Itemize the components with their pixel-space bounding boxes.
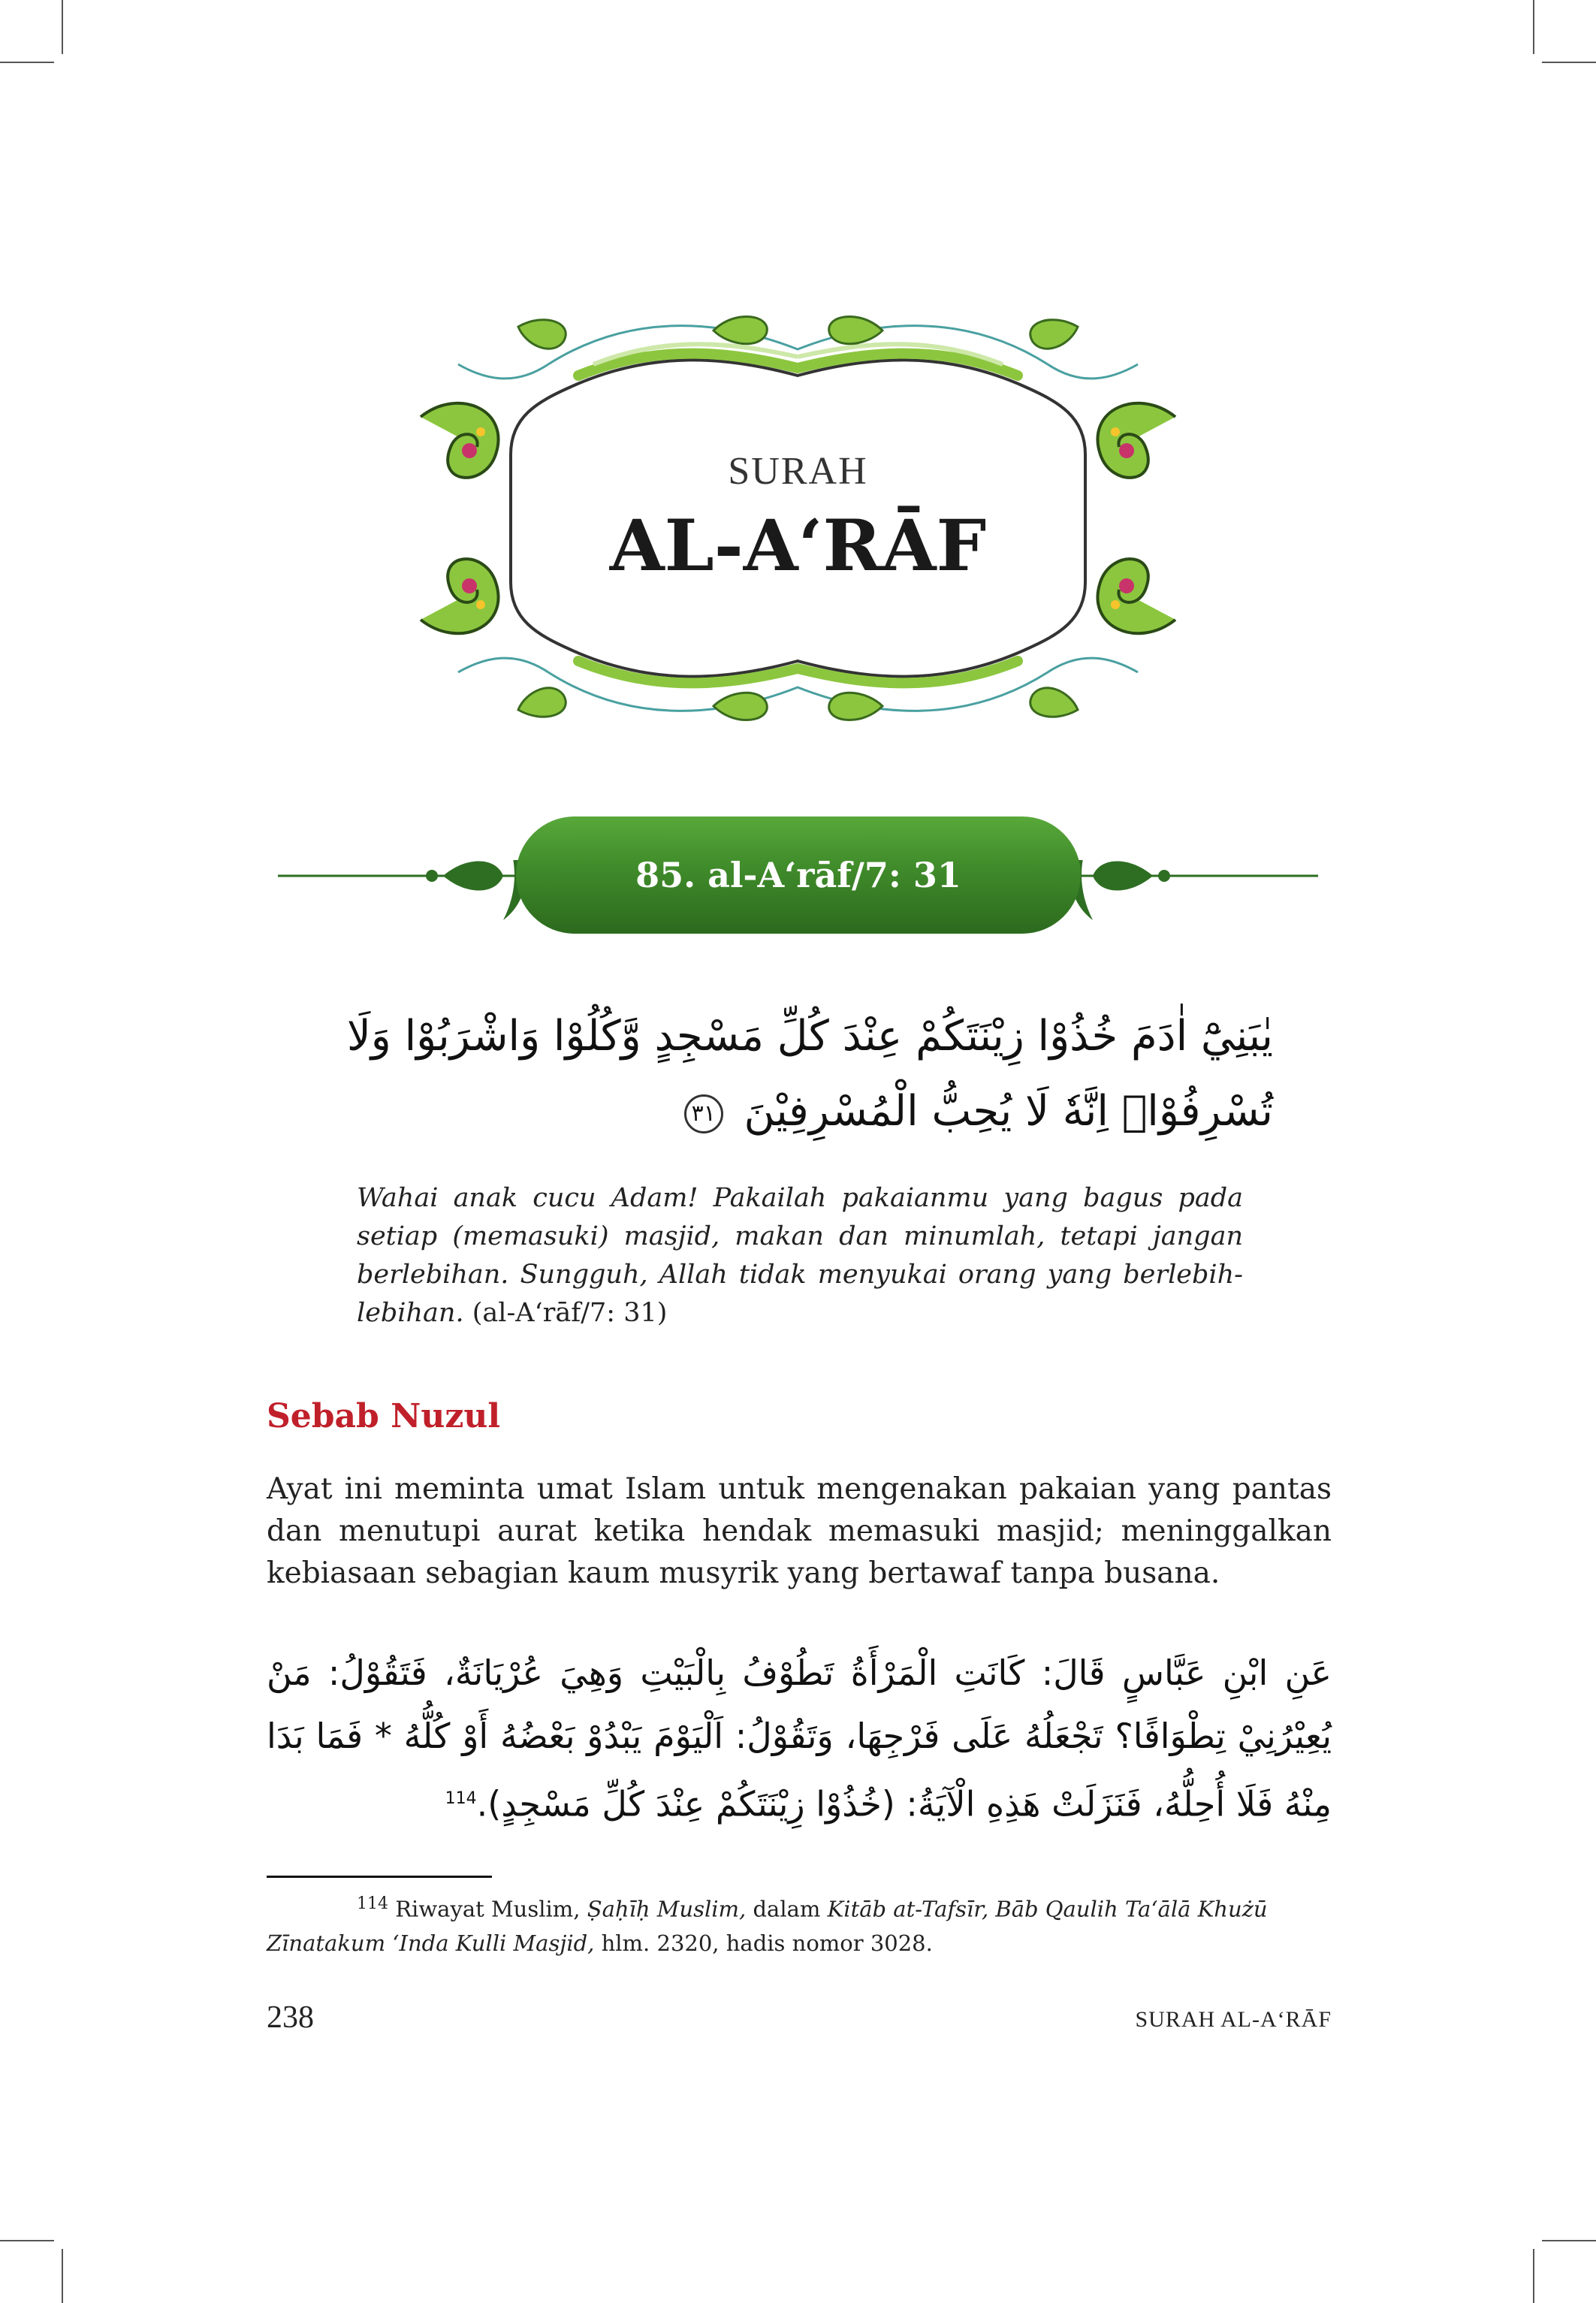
crop-mark	[1542, 2240, 1596, 2241]
crop-mark	[0, 2240, 54, 2241]
body-paragraph: Ayat ini meminta umat Islam untuk mengenakan pakaian yang pantas dan menutupi aurat ketika hendak memasuki masjid; meninggalkan kebiasaan sebagian kaum musyrik yang bertawaf tanpa busana.	[267, 1472, 1332, 1590]
ayah-arabic	[323, 999, 1273, 1149]
crop-mark	[62, 0, 63, 54]
ayah-arabic-text: يٰبَنِيْٓ اٰدَمَ خُذُوْا زِيْنَتَكُمْ عِنْدَ كُلِّ مَسْجِدٍ وَّكُلُوْا وَاشْرَبُوْا وَلَا تُسْرِفُوْاۚ اِنَّهٗ لَا يُحِبُّ الْمُسْرِفِيْنَ	[346, 1012, 1273, 1136]
footnote-tail: hlm. 2320, hadis nomor 3028.	[601, 1930, 933, 1956]
verse-reference: 85. al-A‘rāf/7: 31	[635, 855, 961, 895]
surah-label: SURAH	[728, 450, 868, 493]
ayah-number-marker: ٣١	[684, 1094, 723, 1133]
surah-title: AL-A‘RĀF	[609, 505, 987, 587]
footnote	[267, 1887, 1332, 1960]
footnote-rule	[267, 1876, 492, 1878]
section-heading: Sebab Nuzul	[267, 1397, 501, 1435]
crop-mark	[1533, 0, 1534, 54]
hadith-arabic-text: عَنِ ابْنِ عَبَّاسٍ قَالَ: كَانَتِ الْمَرْأَةُ تَطُوْفُ بِالْبَيْتِ وَهِيَ عُرْيَانَةٌ، فَتَقُوْلُ: مَنْ يُعِيْرُنِيْ تِطْوَافًا؟ تَجْعَلُهُ عَلَى فَرْجِهَا، وَتَقُوْلُ: اَلْيَوْمَ يَبْدُوْ بَعْضُهُ أَوْ كُلُّهُ * فَمَا بَدَا مِنْهُ فَلَا أُحِلُّهُ، فَنَزَلَتْ هَذِهِ الْآيَةُ: (خُذُوْا زِيْنَتَكُمْ عِنْدَ كُلِّ مَسْجِدٍ).	[267, 1653, 1332, 1825]
hadith-arabic	[267, 1641, 1332, 1835]
crop-mark	[1542, 62, 1596, 63]
crop-mark	[1533, 2249, 1534, 2303]
footnote-reference: 114	[445, 1789, 477, 1808]
translation-reference: (al-A‘rāf/7: 31)	[472, 1298, 668, 1328]
crop-mark	[62, 2249, 63, 2303]
page-number: 238	[267, 2000, 314, 2035]
running-head: SURAH AL-A‘RĀF	[1135, 2007, 1332, 2032]
footnote-lead: Riwayat Muslim,	[395, 1896, 581, 1922]
ayah-translation	[357, 1179, 1243, 1333]
footnote-mid: dalam	[753, 1896, 821, 1922]
crop-mark	[0, 62, 54, 63]
translation-text: Wahai anak cucu Adam! Pakailah pakaianmu yang bagus pada setiap (memasuki) masjid, makan dan minumlah, tetapi jangan berlebihan. Sungguh, Allah tidak menyukai orang yang berlebih-lebihan.	[357, 1183, 1243, 1328]
verse-reference-banner	[516, 816, 1081, 934]
footnote-number: 114	[357, 1894, 388, 1913]
footnote-chapter: Kitāb at-Tafsīr, Bāb Qaulih Ta‘ālā Khużū Zīnatakum ‘Inda Kulli Masjid,	[267, 1896, 1268, 1956]
footnote-work: Ṣaḥīḥ Muslim,	[587, 1896, 747, 1922]
